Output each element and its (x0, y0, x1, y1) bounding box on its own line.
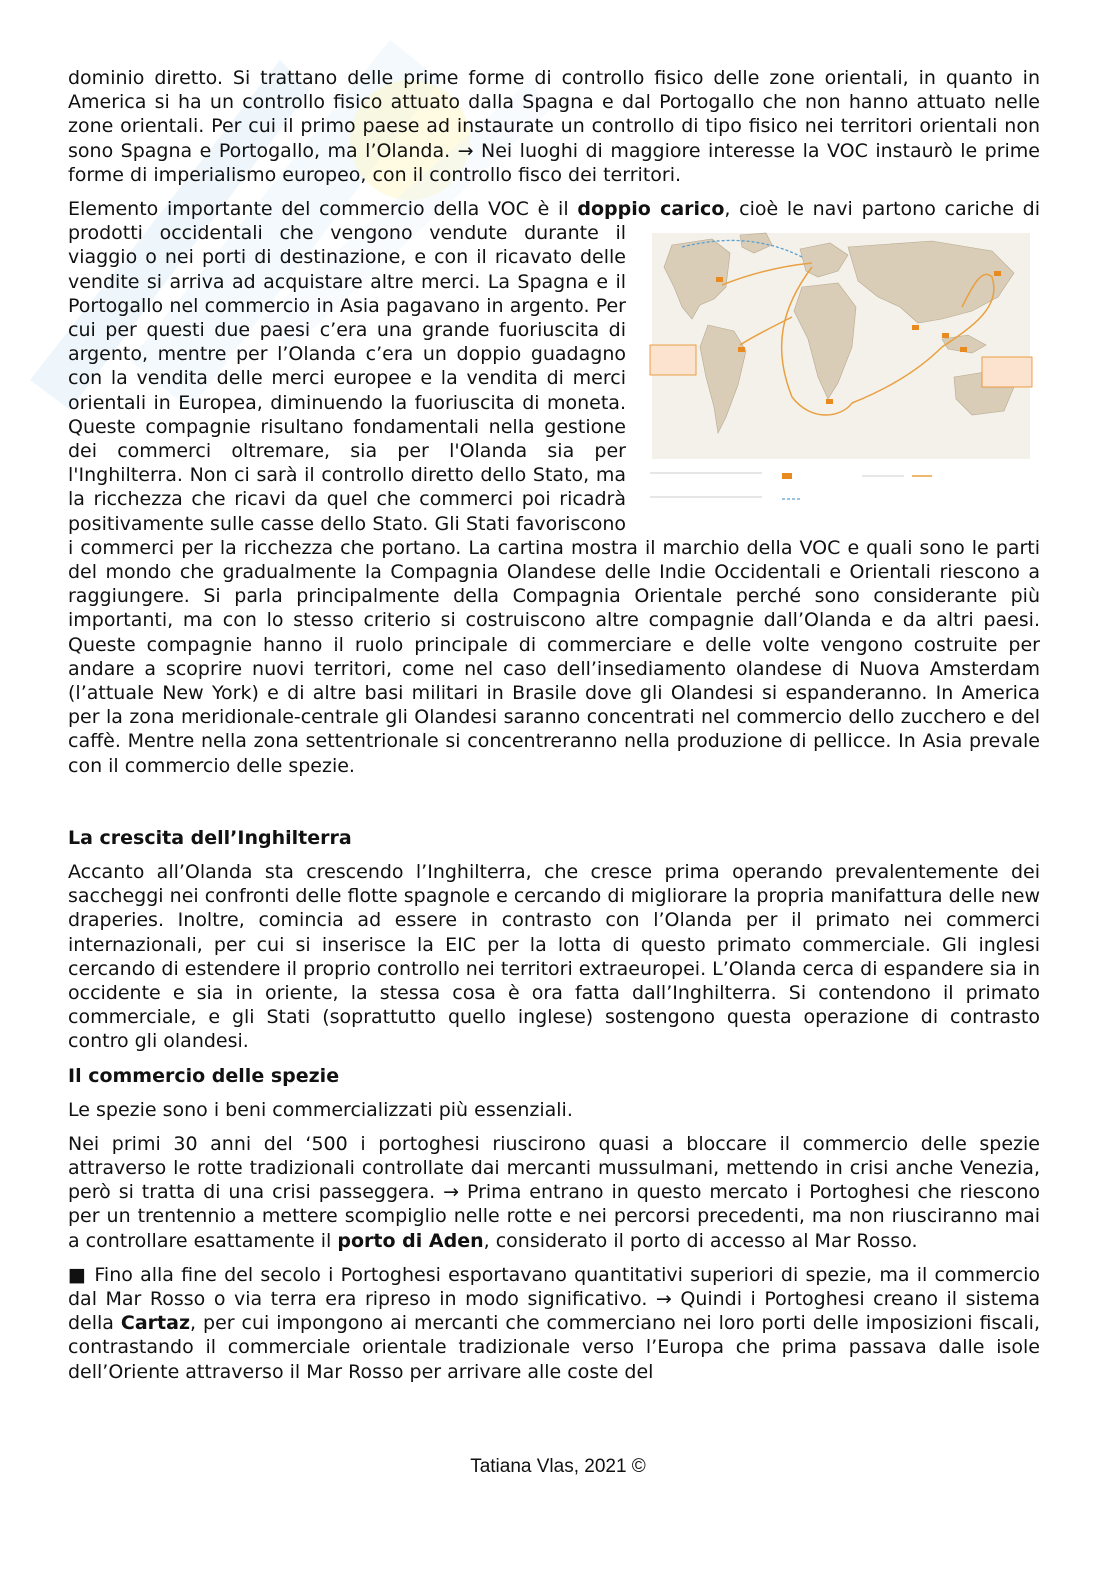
voc-trade-map (642, 227, 1040, 523)
colony-marker-new-amsterdam (716, 277, 723, 282)
paragraph-dominio-diretto: dominio diretto. Si trattano delle prime forme di controllo fisico delle zone orientali, in quanto in America si ha un controllo fisico attuato dalla Spagna e dal Portogallo che non hanno attuato nelle zone orientali. Per cui il primo paese ad instaurate un controllo di tipo fisico nei territori orientali non sono Spagna e Portogallo, ma l’Olanda. → Nei luoghi di maggiore interesse la VOC instaurò le prime forme di imperialismo europeo, con il controllo fisco dei territori. (68, 67, 1040, 186)
text-run: , per cui impongono ai mercanti che commerciano nei loro porti delle imposizioni fiscali, contrastando il commerciale orientale tradizionale verso l’Europa che prima passava dalle isole dell’Oriente attraverso il Mar Rosso per arrivare alle coste del (68, 1312, 1041, 1383)
heading-crescita-inghilterra: La crescita dell’Inghilterra (68, 826, 352, 849)
colony-marker-giappone (994, 271, 1001, 276)
bold-term-cartaz: Cartaz (120, 1312, 191, 1335)
colony-marker-capo (826, 399, 833, 404)
map-graphic (642, 227, 1040, 523)
text-run: Nei primi 30 anni del ‘500 i portoghesi riuscirono quasi a bloccare il commercio delle spezie attraverso le rotte tradizionali controllate dai mercanti mussulmani, mettendo in crisi anche Venezia, però si tratta di una crisi passeggera. → Prima entrano in questo mercato i Portoghesi che riescono per un trentennio a mettere scompiglio nelle rotte e nei percorsi precedenti, ma non riusciranno mai a controllare esattamente il (68, 1132, 1040, 1252)
text-run: , considerato il porto di accesso al Mar Rosso. (483, 1229, 918, 1252)
colony-marker-malacca (942, 333, 949, 338)
colony-marker-brasile (738, 347, 745, 352)
text-run: Elemento importante del commercio della VOC è il (68, 198, 578, 221)
paragraph-portoghesi (68, 1132, 1040, 1253)
page-footer: Tatiana Vlas, 2021 © (470, 1456, 646, 1477)
paragraph-spezie-intro: Le spezie sono i beni commercializzati più essenziali. (68, 1098, 573, 1121)
document-body (68, 66, 1040, 1394)
map-inset-east-company (982, 357, 1032, 387)
colony-marker-ceylon (912, 325, 919, 330)
map-inset-west-company (650, 345, 696, 375)
paragraph-doppio-carico (68, 197, 1040, 778)
bold-term-porto-aden: porto di Aden (337, 1229, 484, 1252)
text-run: ■ Fino alla fine del secolo i Portoghesi esportavano quantitativi superiori di spezie, ma il commercio dal Mar Rosso o via terra era ripreso in modo significativo. → Quindi i Portoghesi creano il sistema della (68, 1263, 1040, 1335)
paragraph-inghilterra: Accanto all’Olanda sta crescendo l’Inghilterra, che cresce prima operando prevalentemente dei saccheggi nei confronti delle flotte spagnole e cercando di migliorare la propria manifattura delle new draperies. Inoltre, comincia ad essere in contrasto con l’Olanda per il primato nei commerci internazionali, per cui si inserisce la EIC per la lotta di questo primato commerciale. Gli inglesi cercando di estendere il proprio controllo nei territori extraeuropei. L’Olanda cerca di espandere sia in occidente e sia in oriente, la stessa cosa è ora fatta dall’Inghilterra. Si contendono il primato commerciale, e gli Stati (soprattutto quello inglese) sostengono questa operazione di contrasto contro gli olandesi. (68, 860, 1040, 1053)
legend-colony-swatch (782, 473, 792, 479)
text-run-after: , cioè le navi partono cariche di prodotti occidentali che vengono vendute durante il viaggio o nei porti di destinazione, e con il ricavato delle vendite si arriva ad acquistare altre merci. La Spagna e il Portogallo nel commercio in Asia pagavano in argento. Per cui per questi due paesi c’era una grande fuoriuscita di argento, mentre per l’Olanda c’era un doppio guadagno con la vendita delle merci europee e la vendita di merci orientali in Europea, diminuendo la fuoriuscita di moneta. Queste compagnie risultano fondamentali nella gestione dei commerci oltremare, sia per l'Olanda sia per l'Inghilterra. Non ci sarà il controllo diretto dello Stato, ma la ricchezza che ricavi da quel che commerci poi ricadrà positivamente sulle casse dello Stato. Gli Stati favoriscono i commerci per la ricchezza che portano. La cartina mostra il marchio della VOC e quali sono le parti del mondo che gradualmente la Compagnia Olandese delle Indie Occidentali e Orientali riescono a raggiungere. Si parla principalmente della Compagnia Orientale perché sono considerante più importanti, ma con lo stesso criterio si costruiscono altre compagnie dall’Olanda e da altri paesi. Queste compagnie hanno il ruolo principale di commerciare e delle volte vengono costruite per andare a scoprire nuovi territori, come nel caso dell’insediamento olandese di Nuova Amsterdam (l’attuale New York) e di altre basi militari in Brasile dove gli Olandesi si espanderanno. In America per la zona meridionale-centrale gli Olandesi saranno concentrati nel commercio dello zucchero e del caffè. Mentre nella zona settentrionale si concentreranno nella produzione di pellicce. In Asia prevale con il commercio delle spezie. (68, 198, 1040, 777)
colony-marker-batavia (960, 347, 967, 352)
heading-commercio-spezie: Il commercio delle spezie (68, 1064, 340, 1087)
paragraph-cartaz (68, 1263, 1040, 1384)
bold-term-doppio-carico: doppio carico (577, 198, 725, 221)
